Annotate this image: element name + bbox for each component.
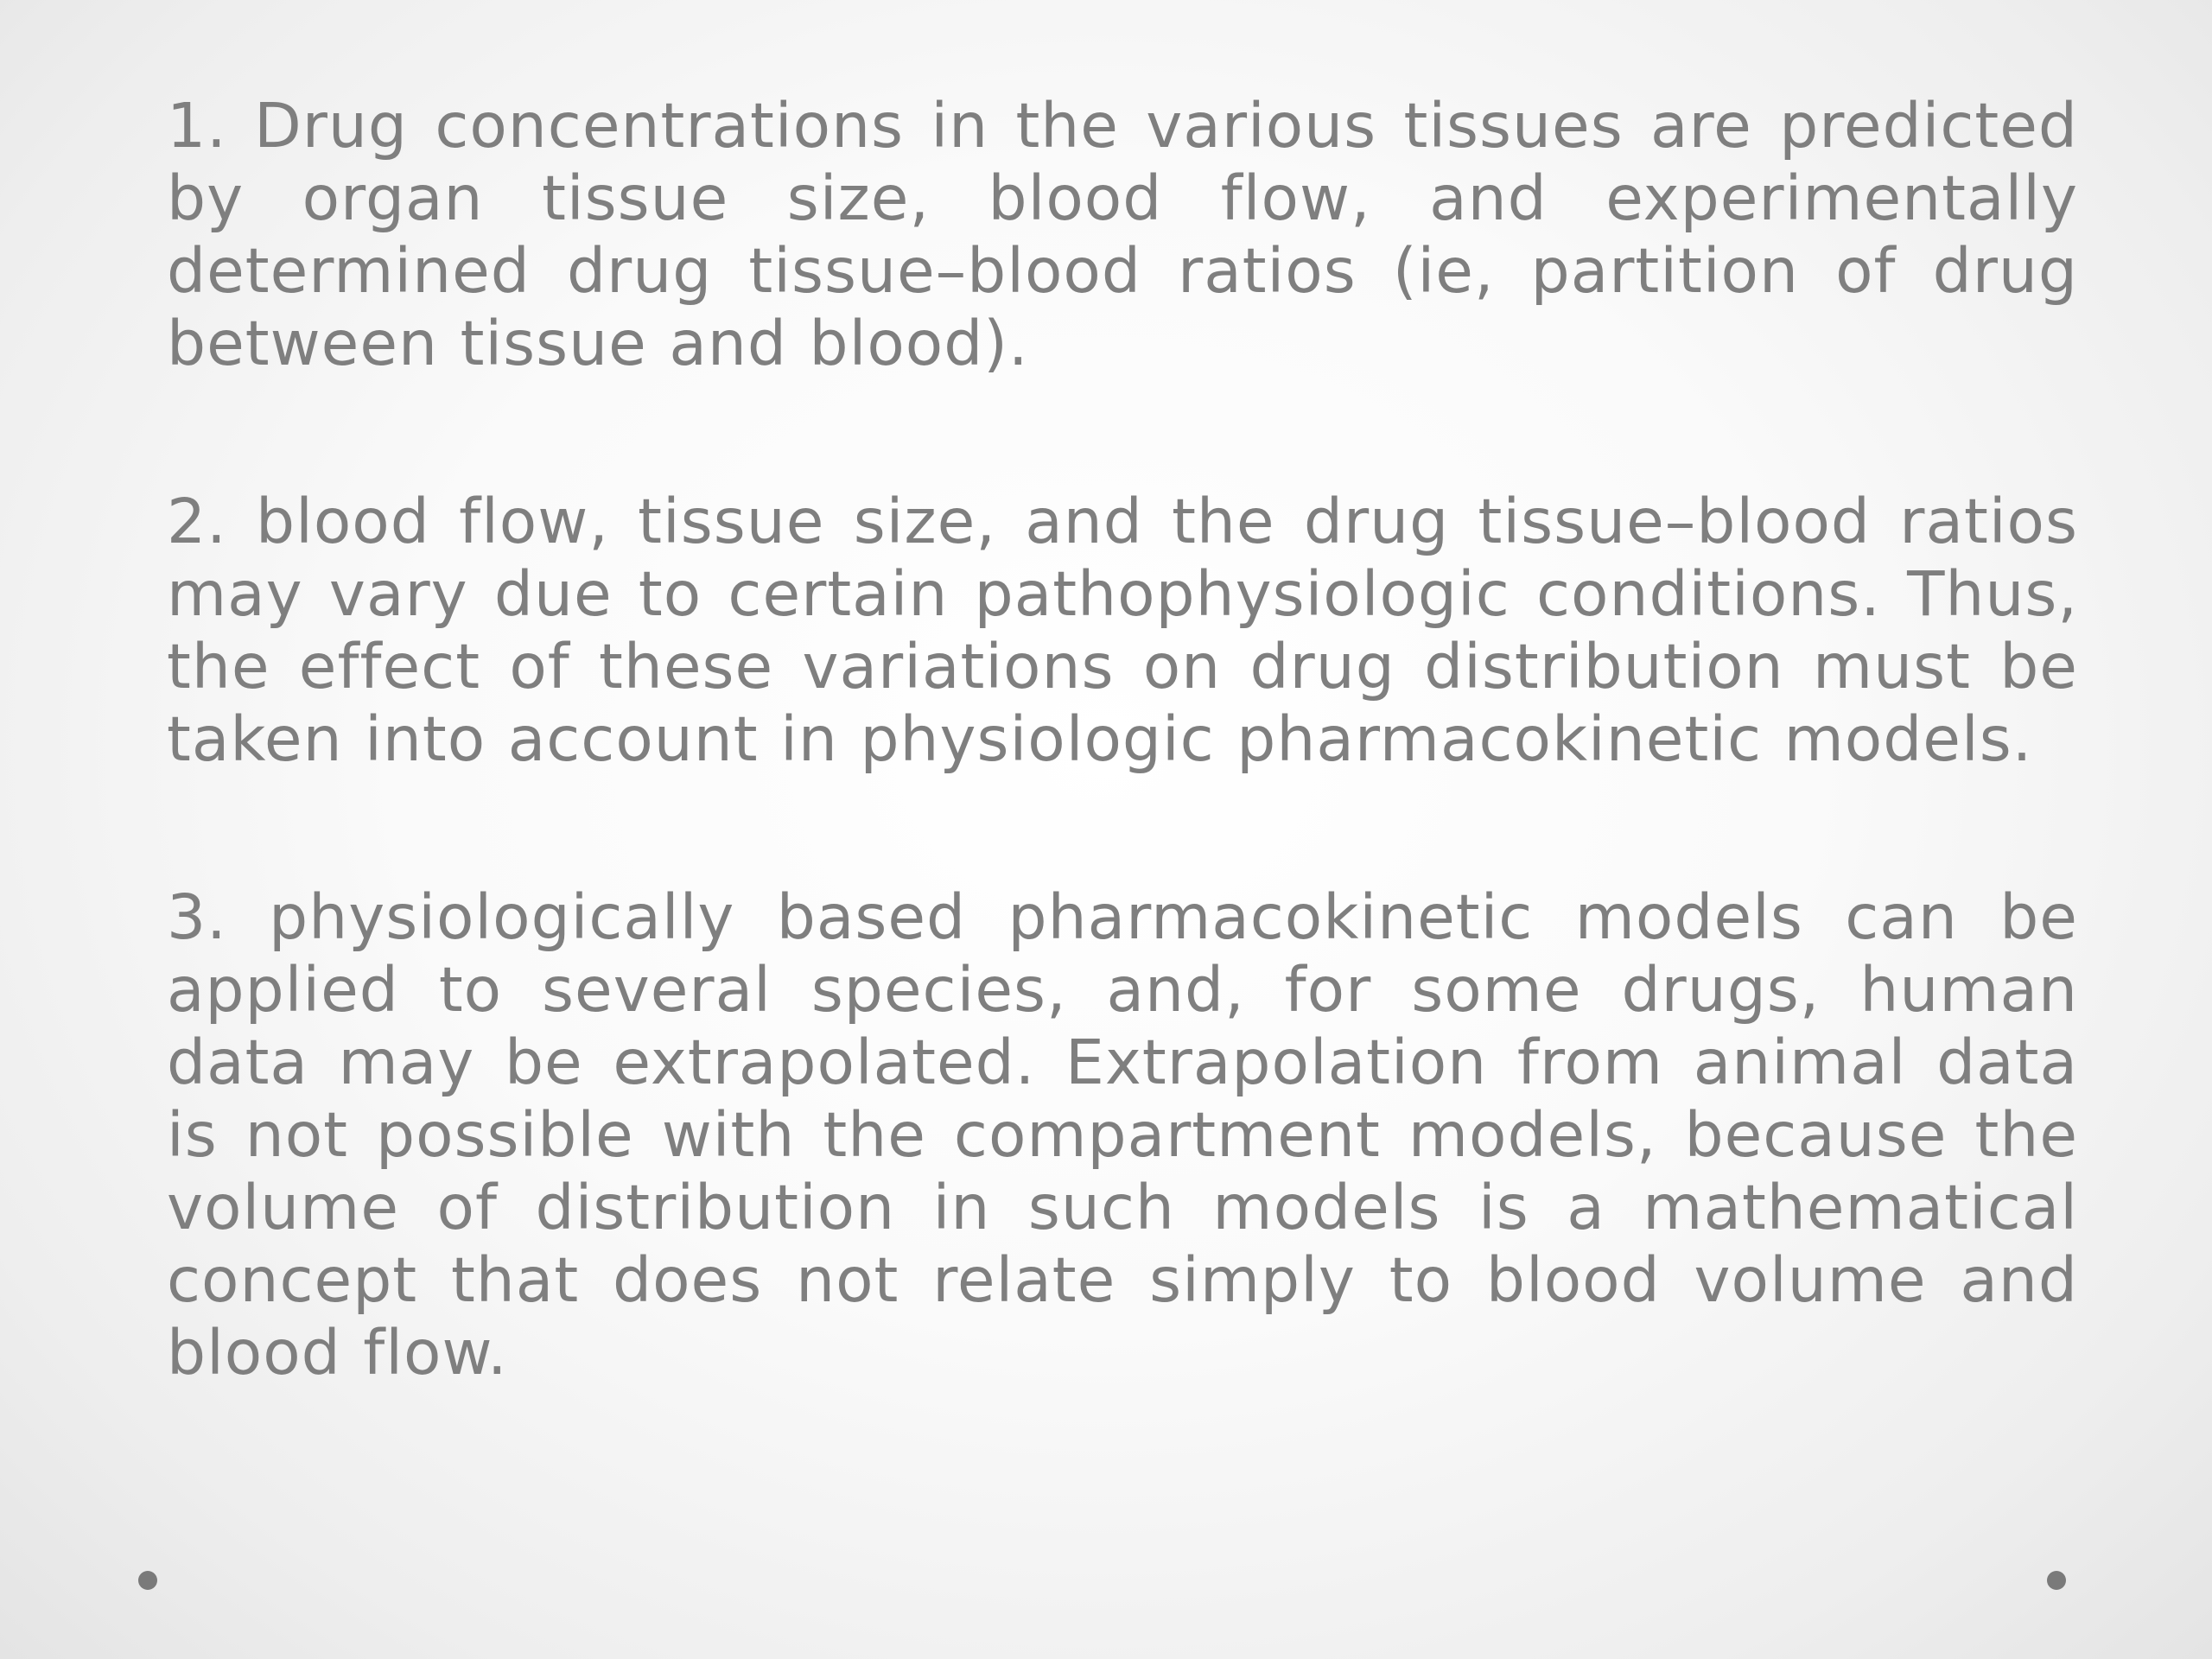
paragraph-1: 1. Drug concentrations in the various tissues are predicted by organ tissue size, blood flow, and experimentally determined drug tissue–blood ratios (ie, partition of drug between tissue and blood). bbox=[167, 90, 2078, 379]
slide-body bbox=[167, 90, 2078, 1389]
decorative-dot-left bbox=[138, 1571, 157, 1590]
paragraph-2: 2. blood flow, tissue size, and the drug tissue–blood ratios may vary due to certain pathophysiologic conditions. Thus, the effect of these variations on drug distribution must be taken into account in physiologic pharmacokinetic models. bbox=[167, 486, 2078, 775]
decorative-dot-right bbox=[2047, 1571, 2066, 1590]
paragraph-3: 3. physiologically based pharmacokinetic models can be applied to several species, and, for some drugs, human data may be extrapolated. Extrapolation from animal data is not possible with the compartment models, because the volume of distribution in such models is a mathematical concept that does not relate simply to blood volume and blood flow. bbox=[167, 881, 2078, 1389]
